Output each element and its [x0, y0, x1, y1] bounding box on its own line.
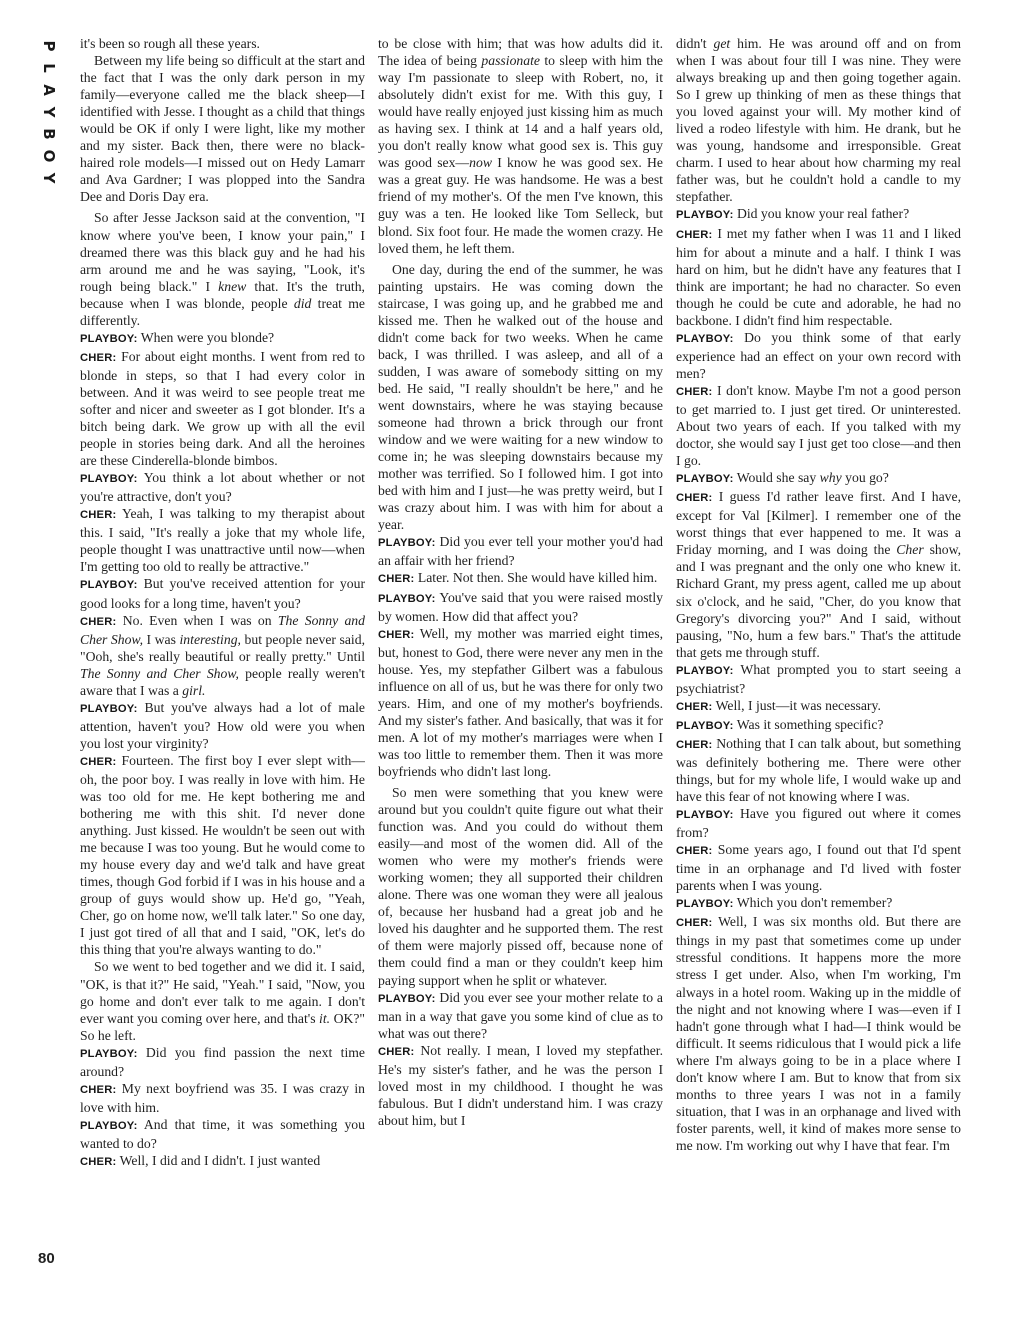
paragraph	[676, 488, 961, 660]
text-run: When were you blonde?	[137, 329, 275, 345]
speaker-label: PLAYBOY:	[676, 209, 734, 222]
text-run: Did you know your real father?	[733, 206, 910, 222]
text-run: So after Jesse Jackson said at the convention, "I know where you've been, I know your pain," I dreamed there was this black guy and he had his arm around me and he was saying, "Look, it's rough being black." I	[80, 210, 365, 294]
speaker-label: PLAYBOY:	[80, 579, 138, 592]
paragraph	[80, 348, 365, 469]
text-run: Some years ago, I found out that I'd spent time in an orphanage and I'd lived with foster parents when I was young.	[676, 842, 961, 894]
italic-text: Cher	[896, 542, 924, 558]
paragraph	[80, 52, 365, 205]
paragraph	[378, 625, 663, 780]
page-number: 80	[38, 1250, 55, 1267]
speaker-label: CHER:	[676, 228, 713, 241]
text-run: You've said that you were raised mostly by women. How did that affect you?	[378, 589, 663, 624]
speaker-label: PLAYBOY:	[80, 332, 138, 345]
paragraph	[378, 569, 663, 588]
italic-text: The Sonny and Cher Show,	[80, 612, 365, 647]
text-run: Well, I did and I didn't. I just wanted	[116, 1153, 321, 1168]
paragraph	[80, 469, 365, 505]
paragraph	[80, 209, 365, 328]
text-run: Nothing that I can talk about, but something was definitely bothering me. There were other things, but for my whole life, I would wake up and have this fear of not knowing where I was.	[676, 735, 961, 805]
speaker-label: CHER:	[80, 615, 117, 628]
italic-text: girl.	[182, 682, 206, 698]
text-run: you go?	[841, 470, 889, 486]
text-run: treat me differently.	[80, 295, 365, 328]
paragraph	[676, 894, 961, 913]
masthead-letter: O	[40, 149, 58, 163]
text-run: Did you find passion the next time around?	[80, 1044, 365, 1079]
text-run: it's been so rough all these years.	[80, 36, 260, 51]
text-run: show, and I was pregnant and the only one who knew it. Richard Grant, my press agent, called me up about six o'clock, and he said, "Cher, do you know that Gregory's divorcing you?" And I said, without pausing, "No, hum a few bars." That's the attitude that gets me through stuff.	[676, 542, 961, 660]
text-column-2	[378, 35, 663, 1267]
text-run: Well, I just—it was necessary.	[712, 697, 881, 713]
masthead-letter: Y	[40, 106, 58, 118]
paragraph	[378, 989, 663, 1042]
paragraph	[676, 382, 961, 469]
speaker-label: PLAYBOY:	[676, 898, 734, 911]
text-run: You think a lot about whether or not you're attractive, don't you?	[80, 470, 365, 505]
paragraph	[80, 329, 365, 348]
text-run: OK?" So he left.	[80, 1010, 365, 1043]
speaker-label: CHER:	[80, 1083, 117, 1096]
text-run: to be close with him; that was how adults did it. The idea of being	[378, 36, 663, 69]
text-run: to sleep with him the way I'm passionate to sleep with Robert, no, it absolutely didn't exist for me. With this guy, I would have really enjoyed just kissing him as much as having sex. I think at 14 and a half years old, you don't really know what good sex is. This guy was good sex—	[378, 53, 663, 171]
speaker-label: CHER:	[80, 509, 117, 522]
text-run: that. It's the truth, because when I was blonde, people	[80, 278, 365, 311]
speaker-label: CHER:	[378, 573, 415, 586]
speaker-label: CHER:	[676, 492, 713, 505]
paragraph	[676, 841, 961, 894]
paragraph	[378, 1042, 663, 1129]
masthead-letter: P	[40, 40, 58, 52]
paragraph	[378, 589, 663, 625]
playboy-vertical-logo	[38, 36, 60, 196]
text-run: But you've always had a lot of male attention, haven't you? How old were you when you lost your virginity?	[80, 699, 365, 751]
italic-text: did	[293, 295, 312, 311]
text-run: And that time, it was something you wanted to do?	[80, 1116, 365, 1151]
italic-text: interesting,	[179, 631, 241, 647]
paragraph	[80, 612, 365, 699]
text-run: So we went to bed together and we did it. I said, "OK, is that it?" He said, "Yeah." I said, "Now, you go home and don't ever talk to me again. I don't ever want you coming over here, and that's	[80, 959, 365, 1026]
speaker-label: PLAYBOY:	[378, 537, 436, 550]
speaker-label: PLAYBOY:	[676, 809, 734, 822]
text-run: I know he was good sex. He was a great guy. He was handsome. He was a best friend of my mother's. Of the men I've known, this guy was a ten. He looked like Tom Selleck, but blond. Six foot four. He made the women crazy. He loved them, he left them.	[378, 155, 663, 256]
text-run: So men were something that you knew were around but you couldn't quite figure out what their function was. And you could do without them easily—and most of the women did. All of the women who were my mother's friends were working women; they all supported their children alone. There was one woman they were all jealous of, because her husband had a great job and he loved his daughter and he supported them. The rest of them were majorly pissed off, because none of them could find a man or they couldn't keep him paying support when he split or whatever.	[378, 785, 663, 988]
italic-text: it.	[319, 1010, 331, 1026]
speaker-label: CHER:	[676, 738, 713, 751]
speaker-label: CHER:	[676, 700, 713, 713]
speaker-label: CHER:	[378, 628, 415, 641]
text-run: My next boyfriend was 35. I was crazy in love with him.	[80, 1080, 365, 1115]
paragraph	[378, 784, 663, 989]
paragraph	[676, 225, 961, 329]
italic-text: now	[469, 155, 492, 171]
paragraph	[378, 533, 663, 569]
speaker-label: PLAYBOY:	[676, 332, 734, 345]
paragraph	[378, 35, 663, 257]
paragraph	[676, 35, 961, 205]
paragraph	[80, 958, 365, 1043]
masthead-letter: L	[40, 63, 58, 73]
speaker-label: CHER:	[676, 845, 713, 858]
speaker-label: PLAYBOY:	[378, 992, 436, 1005]
text-run: Fourteen. The first boy I ever slept with—oh, the poor boy. I was really in love with him. He was too old for me. He kept bothering me and bothering me with this shit. I'd never done anything. Just kissed. He wouldn't be seen out with me because I was too young. But he would come to my house every day and we'd talk and have great times, though God forbid if I was in his house and a group of guys would show up. He'd go, "Yeah, Cher, go on home now, we'll talk later." So one day, I just got tired of all that and I said, "OK, let's do this thing that you're always wanting to do."	[80, 752, 365, 958]
paragraph	[676, 661, 961, 697]
text-run: him. He was around off and on from when I was about four till I was nine. They were always breaking up and then going together again. So I grew up thinking of men as these things that you loved against your will. My mother kind of lived a rodeo lifestyle with him. He drank, but he was young, handsome and irresponsible. Great charm. I used to hear about how charming my real father was, but he couldn't hold a candle to my stepfather.	[676, 36, 961, 205]
text-run: people really weren't aware that I was a	[80, 665, 365, 698]
text-run: I don't know. Maybe I'm not a good person to get married to. I just get tired. Or uninterested. About two years of each. If you talked with my doctor, she would say I just get too close—and then I go.	[676, 382, 961, 469]
masthead-letter: B	[40, 128, 58, 140]
paragraph	[676, 716, 961, 735]
speaker-label: PLAYBOY:	[80, 473, 138, 486]
speaker-label: PLAYBOY:	[676, 473, 734, 486]
paragraph	[80, 1116, 365, 1152]
text-run: Between my life being so difficult at the start and the fact that I was the only dark person in my family—everyone called me the black sheep—I identified with Jesse. I thought as a child that things would be OK if only I were light, like my mother and my sister. Back then, there were no black-haired role models—I missed out on Hedy Lamarr and Ava Gardner; I was plopped into the Sandra Dee and Doris Day era.	[80, 53, 365, 205]
text-run: Have you figured out where it comes from?	[676, 806, 961, 841]
text-run: Did you ever see your mother relate to a man in a way that gave you some kind of clue as to what was out there?	[378, 989, 663, 1041]
paragraph	[676, 735, 961, 805]
paragraph	[378, 261, 663, 534]
text-run: Well, I was six months old. But there are things in my past that sometimes come up under stressful conditions. It happens more the more stress I get under. Also, when I'm working, I'm always in a hotel room. Waking up in the middle of the night and not knowing where I was—even if I hadn't gone through what I had—I think would be difficult. It seems ridiculous that I would pick a life where I'm always going to be in a place where I don't know where I am. But to know that from six months to three years I was not in a family situation, that I was in an orphanage and lived with foster parents, well, it kind of makes more sense to me now. I'm working out why I have that fear. I'm	[676, 914, 961, 1153]
text-run: Did you ever tell your mother you'd had an affair with her friend?	[378, 534, 663, 569]
paragraph	[80, 752, 365, 959]
paragraph	[80, 35, 365, 52]
text-run: No. Even when I was on	[116, 612, 278, 628]
speaker-label: PLAYBOY:	[80, 702, 138, 715]
text-run: I was	[143, 631, 180, 647]
speaker-label: CHER:	[378, 1045, 415, 1058]
paragraph	[80, 1152, 365, 1171]
text-run: I guess I'd rather leave first. And I have, except for Val [Kilmer]. I remember one of the worst things that ever happened to me. It was a Friday morning, and I was doing the	[676, 489, 961, 558]
speaker-label: CHER:	[676, 917, 713, 930]
speaker-label: PLAYBOY:	[676, 719, 734, 732]
text-run: didn't	[676, 36, 714, 51]
italic-text: why	[819, 470, 842, 486]
speaker-label: CHER:	[80, 755, 117, 768]
paragraph	[676, 205, 961, 224]
text-run: Yeah, I was talking to my therapist about this. I said, "It's really a joke that my whole life, people thought I was unattractive until now—when I'm getting too old to really be attractive."	[80, 506, 365, 575]
text-run: Which you don't remember?	[733, 895, 893, 911]
text-run: I met my father when I was 11 and I liked him for about a minute and a half. I think I was hard on him, but he didn't have any features that I think are important; he had no character. So even though he could be cute and adorable, he had no backbone. I didn't find him respectable.	[676, 225, 961, 328]
paragraph	[80, 1044, 365, 1080]
text-run: But you've received attention for your good looks for a long time, haven't you?	[80, 576, 365, 611]
paragraph	[676, 805, 961, 841]
masthead-letter: A	[40, 84, 58, 96]
paragraph	[80, 699, 365, 752]
text-column-3	[676, 35, 961, 1267]
text-run: Was it something specific?	[733, 716, 884, 732]
text-run: but people never said, "Ooh, she's really beautiful or really pretty." Until	[80, 631, 365, 664]
italic-text: passionate	[481, 53, 540, 69]
text-run: Do you think some of that early experience had an effect on your own record with men?	[676, 329, 961, 381]
paragraph	[676, 913, 961, 1154]
text-run: Later. Not then. She would have killed him.	[414, 570, 658, 586]
text-run: Not really. I mean, I loved my stepfather. He's my sister's father, and he was the person I loved most in my childhood. I thought he was fabulous. But I didn't understand him. I was crazy about him, but I	[378, 1042, 663, 1128]
text-run: For about eight months. I went from red to blonde in steps, so that I had every color in between. And it was weird to see people treat me softer and nicer and sweeter as I got blonder. It's a bitch being dark. We grow up with all the evil people in stories being dark. And all the heroines are these Cinderella-blonde bimbos.	[80, 348, 365, 469]
text-run: Well, my mother was married eight times, but, honest to God, there were never any men in the house. Yes, my stepfather Gilbert was a fabulous influence on all of us, but he was there for only two years. Him, and one of my mother's boyfriends. And my sister's father. And basically, that was it for men. A lot of my mother's marriages were when I was too little to remember them. Then it was more boyfriends who didn't last long.	[378, 625, 663, 779]
paragraph	[80, 1080, 365, 1116]
text-run: What prompted you to start seeing a psychiatrist?	[676, 661, 961, 696]
speaker-label: CHER:	[80, 1156, 117, 1168]
text-column-1	[80, 35, 365, 1267]
italic-text: get	[713, 36, 731, 51]
speaker-label: PLAYBOY:	[80, 1119, 138, 1132]
speaker-label: PLAYBOY:	[378, 592, 436, 605]
speaker-label: CHER:	[80, 351, 117, 364]
speaker-label: CHER:	[676, 385, 713, 398]
italic-text: The Sonny and Cher Show,	[80, 665, 239, 681]
paragraph	[676, 329, 961, 382]
italic-text: knew	[218, 278, 247, 294]
masthead-letter: Y	[40, 172, 58, 184]
text-run: One day, during the end of the summer, he was painting upstairs. He was coming down the staircase, I was going up, and he grabbed me and kissed me. Then he walked out of the house and didn't come back for two weeks. When he came back, I was thrilled. I was asleep, and all of a sudden, I was aware of somebody sitting on my bed. He said, "I really shouldn't be here," and he went downstairs, where he was staying because someone had thrown a brick through our front window and we were waiting for a new window to come in; he was sleeping downstairs because my mother was terrified. So I followed him. I got into bed with him and I just—he was pretty weird, but I was crazy about him. I was with him for about a year.	[378, 261, 663, 533]
speaker-label: PLAYBOY:	[80, 1047, 138, 1060]
paragraph	[676, 469, 961, 488]
speaker-label: PLAYBOY:	[676, 664, 734, 677]
paragraph	[80, 505, 365, 575]
text-run: Would she say	[733, 470, 820, 486]
paragraph	[676, 697, 961, 716]
paragraph	[80, 575, 365, 611]
